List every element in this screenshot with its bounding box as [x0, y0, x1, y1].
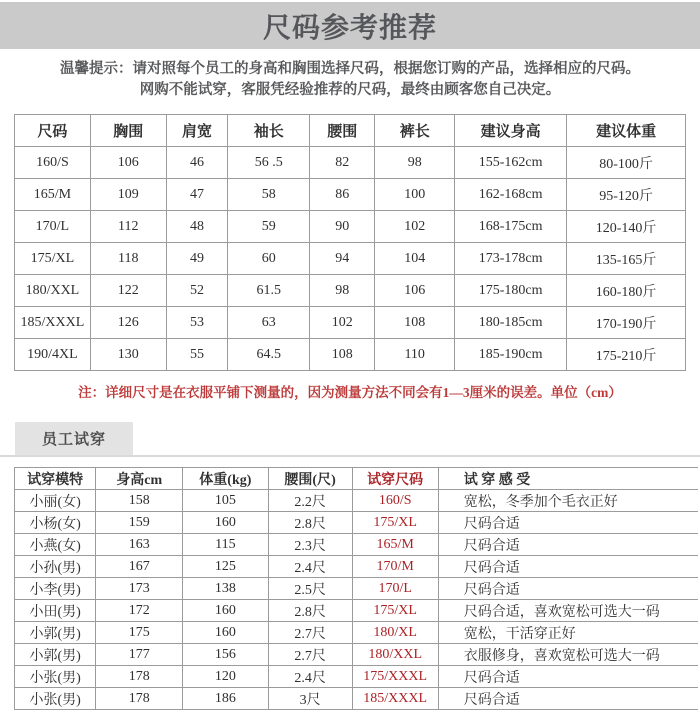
column-header: 尺码 — [15, 115, 91, 147]
table-cell: 110 — [375, 339, 455, 371]
table-row — [15, 534, 699, 556]
table-cell: 56 .5 — [228, 147, 310, 179]
tryon-section-title: 员工试穿 — [15, 422, 133, 455]
table-row — [15, 179, 686, 211]
table-cell: 158 — [96, 490, 183, 512]
table-cell: 175/XL — [352, 600, 438, 622]
table-cell: 160/S — [15, 147, 91, 179]
table-row — [15, 688, 699, 710]
table-cell: 小田(男) — [15, 600, 96, 622]
table-cell: 尺码合适 — [438, 556, 698, 578]
table-cell: 尺码合适 — [438, 688, 698, 710]
table-cell: 162-168cm — [455, 179, 567, 211]
table-cell: 126 — [90, 307, 166, 339]
table-cell: 175-210斤 — [567, 339, 686, 371]
table-cell: 155-162cm — [455, 147, 567, 179]
column-header: 裤长 — [375, 115, 455, 147]
table-cell: 172 — [96, 600, 183, 622]
table-cell: 2.4尺 — [268, 556, 352, 578]
table-cell: 2.8尺 — [268, 512, 352, 534]
table-cell: 82 — [310, 147, 375, 179]
table-cell: 尺码合适 — [438, 534, 698, 556]
table-cell: 125 — [183, 556, 268, 578]
table-cell: 167 — [96, 556, 183, 578]
table-row — [15, 512, 699, 534]
table-row — [15, 600, 699, 622]
table-header-row — [15, 468, 699, 490]
table-cell: 135-165斤 — [567, 243, 686, 275]
column-header: 肩宽 — [166, 115, 228, 147]
table-cell: 3尺 — [268, 688, 352, 710]
column-header: 袖长 — [228, 115, 310, 147]
table-cell: 170/L — [352, 578, 438, 600]
table-row — [15, 622, 699, 644]
table-cell: 46 — [166, 147, 228, 179]
table-cell: 小张(男) — [15, 666, 96, 688]
table-cell: 2.4尺 — [268, 666, 352, 688]
table-cell: 52 — [166, 275, 228, 307]
table-cell: 86 — [310, 179, 375, 211]
table-cell: 108 — [375, 307, 455, 339]
table-cell: 宽松，干活穿正好 — [438, 622, 698, 644]
table-cell: 165/M — [352, 534, 438, 556]
table-cell: 102 — [310, 307, 375, 339]
table-cell: 106 — [90, 147, 166, 179]
column-header: 腰围(尺) — [268, 468, 352, 490]
table-cell: 130 — [90, 339, 166, 371]
table-cell: 小丽(女) — [15, 490, 96, 512]
table-cell: 180/XXL — [15, 275, 91, 307]
table-row — [15, 556, 699, 578]
table-cell: 48 — [166, 211, 228, 243]
table-cell: 100 — [375, 179, 455, 211]
table-row — [15, 666, 699, 688]
table-cell: 尺码合适 — [438, 512, 698, 534]
table-cell: 小杨(女) — [15, 512, 96, 534]
table-cell: 尺码合适，喜欢宽松可选大一码 — [438, 600, 698, 622]
column-header: 腰围 — [310, 115, 375, 147]
warm-tip-line-2: 网购不能试穿，客服凭经验推荐的尺码，最终由顾客您自己决定。 — [139, 82, 561, 98]
table-cell: 170-190斤 — [567, 307, 686, 339]
table-cell: 180-185cm — [455, 307, 567, 339]
page-header — [0, 2, 700, 49]
table-cell: 160 — [183, 622, 268, 644]
column-header: 身高cm — [96, 468, 183, 490]
table-cell: 180/XXL — [352, 644, 438, 666]
table-cell: 175/XXXL — [352, 666, 438, 688]
table-cell: 尺码合适 — [438, 666, 698, 688]
table-cell: 168-175cm — [455, 211, 567, 243]
table-cell: 108 — [310, 339, 375, 371]
table-cell: 2.3尺 — [268, 534, 352, 556]
employee-tryon-table — [14, 467, 698, 710]
warm-tip-line-1: 温馨提示：请对照每个员工的身高和胸围选择尺码，根据您订购的产品，选择相应的尺码。 — [60, 61, 640, 77]
table-cell: 112 — [90, 211, 166, 243]
table-cell: 小郭(男) — [15, 622, 96, 644]
table-cell: 49 — [166, 243, 228, 275]
table-row — [15, 275, 686, 307]
table-cell: 122 — [90, 275, 166, 307]
table-cell: 160 — [183, 600, 268, 622]
table-cell: 94 — [310, 243, 375, 275]
table-cell: 90 — [310, 211, 375, 243]
table-cell: 104 — [375, 243, 455, 275]
table-cell: 衣服修身，喜欢宽松可选大一码 — [438, 644, 698, 666]
table-cell: 2.7尺 — [268, 644, 352, 666]
table-cell: 186 — [183, 688, 268, 710]
table-cell: 165/M — [15, 179, 91, 211]
table-cell: 80-100斤 — [567, 147, 686, 179]
table-cell: 102 — [375, 211, 455, 243]
table-cell: 小郭(男) — [15, 644, 96, 666]
table-cell: 185-190cm — [455, 339, 567, 371]
table-row — [15, 307, 686, 339]
table-row — [15, 490, 699, 512]
table-cell: 63 — [228, 307, 310, 339]
table-row — [15, 147, 686, 179]
table-cell: 109 — [90, 179, 166, 211]
table-cell: 64.5 — [228, 339, 310, 371]
table-cell: 105 — [183, 490, 268, 512]
table-cell: 60 — [228, 243, 310, 275]
table-cell: 173 — [96, 578, 183, 600]
measurement-note: 注：详细尺寸是在衣服平铺下测量的，因为测量方法不同会有1—3厘米的误差。单位（cm） — [78, 385, 622, 400]
table-cell: 178 — [96, 666, 183, 688]
table-cell: 尺码合适 — [438, 578, 698, 600]
table-cell: 106 — [375, 275, 455, 307]
table-cell: 163 — [96, 534, 183, 556]
table-cell: 59 — [228, 211, 310, 243]
table-cell: 170/L — [15, 211, 91, 243]
table-cell: 2.8尺 — [268, 600, 352, 622]
table-cell: 120-140斤 — [567, 211, 686, 243]
column-header: 建议身高 — [455, 115, 567, 147]
warm-tip — [0, 59, 700, 101]
table-cell: 177 — [96, 644, 183, 666]
table-cell: 175-180cm — [455, 275, 567, 307]
column-header: 试 穿 感 受 — [438, 468, 698, 490]
table-cell: 120 — [183, 666, 268, 688]
table-cell: 小孙(男) — [15, 556, 96, 578]
table-cell: 47 — [166, 179, 228, 211]
table-cell: 61.5 — [228, 275, 310, 307]
table-cell: 160 — [183, 512, 268, 534]
table-cell: 175/XL — [352, 512, 438, 534]
table-cell: 115 — [183, 534, 268, 556]
table-cell: 小李(男) — [15, 578, 96, 600]
table-cell: 2.2尺 — [268, 490, 352, 512]
table-cell: 185/XXXL — [15, 307, 91, 339]
table-header-row — [15, 115, 686, 147]
table-cell: 95-120斤 — [567, 179, 686, 211]
table-cell: 159 — [96, 512, 183, 534]
table-cell: 170/M — [352, 556, 438, 578]
table-cell: 2.5尺 — [268, 578, 352, 600]
table-row — [15, 578, 699, 600]
table-cell: 118 — [90, 243, 166, 275]
table-cell: 175 — [96, 622, 183, 644]
table-cell: 175/XL — [15, 243, 91, 275]
table-cell: 156 — [183, 644, 268, 666]
column-header: 试穿模特 — [15, 468, 96, 490]
table-cell: 180/XL — [352, 622, 438, 644]
column-header: 胸围 — [90, 115, 166, 147]
table-row — [15, 243, 686, 275]
table-cell: 2.7尺 — [268, 622, 352, 644]
table-cell: 55 — [166, 339, 228, 371]
table-cell: 160-180斤 — [567, 275, 686, 307]
column-header: 体重(kg) — [183, 468, 268, 490]
table-cell: 185/XXXL — [352, 688, 438, 710]
column-header: 试穿尺码 — [352, 468, 438, 490]
table-cell: 138 — [183, 578, 268, 600]
table-row — [15, 211, 686, 243]
table-cell: 小燕(女) — [15, 534, 96, 556]
table-cell: 53 — [166, 307, 228, 339]
page-title: 尺码参考推荐 — [262, 11, 437, 43]
table-row — [15, 644, 699, 666]
column-header: 建议体重 — [567, 115, 686, 147]
table-cell: 190/4XL — [15, 339, 91, 371]
size-reference-table — [14, 114, 686, 371]
table-row — [15, 339, 686, 371]
table-cell: 宽松，冬季加个毛衣正好 — [438, 490, 698, 512]
table-cell: 98 — [310, 275, 375, 307]
tryon-section-header — [0, 422, 700, 457]
table-cell: 98 — [375, 147, 455, 179]
table-cell: 173-178cm — [455, 243, 567, 275]
table-cell: 178 — [96, 688, 183, 710]
table-cell: 160/S — [352, 490, 438, 512]
table-cell: 58 — [228, 179, 310, 211]
table-cell: 小张(男) — [15, 688, 96, 710]
